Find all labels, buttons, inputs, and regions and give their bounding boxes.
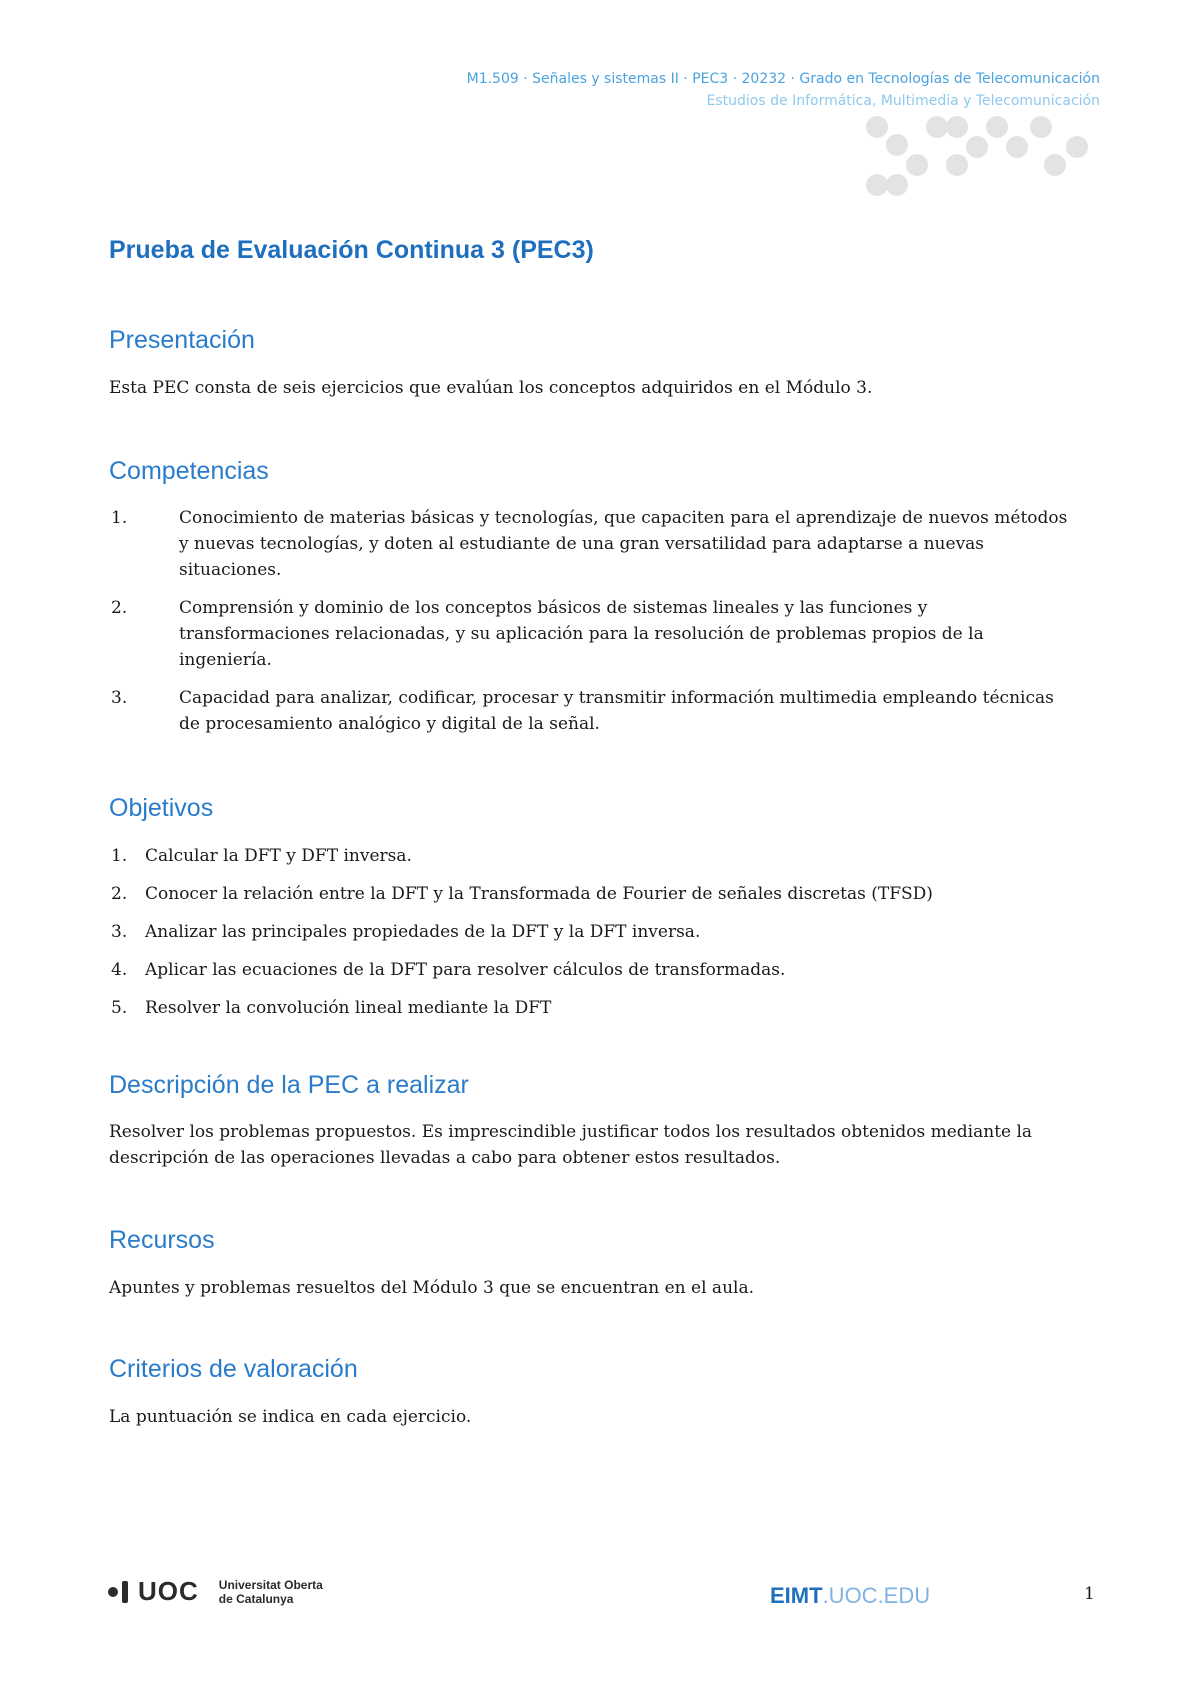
heading-descripcion: Descripción de la PEC a realizar (109, 1071, 469, 1099)
document-title: Prueba de Evaluación Continua 3 (PEC3) (109, 236, 594, 264)
list-item-text: Capacidad para analizar, codificar, procesar y transmitir información multimedia empleando técnicas de procesamiento analógico y digital de la señal. (179, 688, 1054, 734)
uoc-name-line1: Universitat Oberta (218, 1577, 323, 1592)
list-item-number: 1. (111, 846, 128, 866)
list-item-number: 5. (111, 998, 128, 1018)
list-item-text: Aplicar las ecuaciones de la DFT para resolver cálculos de transformadas. (145, 960, 786, 980)
list-item (109, 843, 1089, 869)
list-item-text: Conocer la relación entre la DFT y la Transformada de Fourier de señales discretas (TFSD) (145, 884, 933, 904)
list-item-number: 3. (111, 922, 128, 942)
uoc-mark-text: UOC (138, 1576, 199, 1606)
list-item-number: 1. (111, 508, 128, 528)
header-course-line: M1.509 · Señales y sistemas II · PEC3 · 20232 · Grado en Tecnologías de Telecomunicación (466, 71, 1100, 87)
heading-objetivos: Objetivos (109, 794, 214, 822)
list-item (109, 881, 1089, 907)
heading-competencias: Competencias (109, 457, 269, 485)
uoc-logo (108, 1576, 323, 1607)
eimt-bold: EIMT (770, 1583, 823, 1608)
descripcion-text: Resolver los problemas propuestos. Es imprescindible justificar todos los resultados obtenidos mediante la descripción de las operaciones llevadas a cabo para obtener estos resultados. (109, 1122, 1033, 1168)
criterios-text: La puntuación se indica en cada ejercicio. (109, 1407, 472, 1427)
list-item (109, 685, 1079, 737)
list-item-number: 2. (111, 884, 128, 904)
uoc-name (219, 1578, 323, 1606)
list-item-number: 4. (111, 960, 128, 980)
list-item-number: 2. (111, 598, 128, 618)
list-item-text: Comprensión y dominio de los conceptos básicos de sistemas lineales y las funciones y transformaciones relacionadas, y su aplicación para la resolución de problemas propios de la ingeniería. (179, 598, 984, 670)
eimt-logo (770, 1583, 930, 1609)
list-item-text: Resolver la convolución lineal mediante la DFT (145, 998, 552, 1018)
list-item (109, 957, 1089, 983)
heading-presentacion: Presentación (109, 326, 255, 354)
competencias-list (109, 505, 1089, 749)
eimt-light: .UOC.EDU (822, 1583, 931, 1608)
list-item (109, 595, 1079, 673)
decorative-dots (866, 116, 1106, 216)
heading-criterios: Criterios de valoración (109, 1355, 358, 1383)
list-item (109, 505, 1079, 583)
heading-recursos: Recursos (109, 1226, 215, 1254)
list-item (109, 919, 1089, 945)
list-item-number: 3. (111, 688, 128, 708)
list-item (109, 995, 1089, 1021)
uoc-name-line2: de Catalunya (218, 1591, 294, 1606)
list-item-text: Analizar las principales propiedades de la DFT y la DFT inversa. (145, 922, 701, 942)
uoc-mark-icon (108, 1581, 128, 1603)
recursos-text: Apuntes y problemas resueltos del Módulo 3 que se encuentran en el aula. (109, 1278, 754, 1298)
list-item-text: Conocimiento de materias básicas y tecnologías, que capaciten para el aprendizaje de nuevos métodos y nuevas tecnologías, y doten al estudiante de una gran versatilidad para adaptarse a nuevas situaciones. (179, 508, 1068, 580)
header-faculty-line: Estudios de Informática, Multimedia y Telecomunicación (706, 93, 1100, 109)
page-number: 1 (1084, 1584, 1095, 1604)
list-item-text: Calcular la DFT y DFT inversa. (145, 846, 412, 866)
objetivos-list (109, 843, 1089, 1033)
presentacion-text: Esta PEC consta de seis ejercicios que evalúan los conceptos adquiridos en el Módulo 3. (109, 378, 873, 398)
